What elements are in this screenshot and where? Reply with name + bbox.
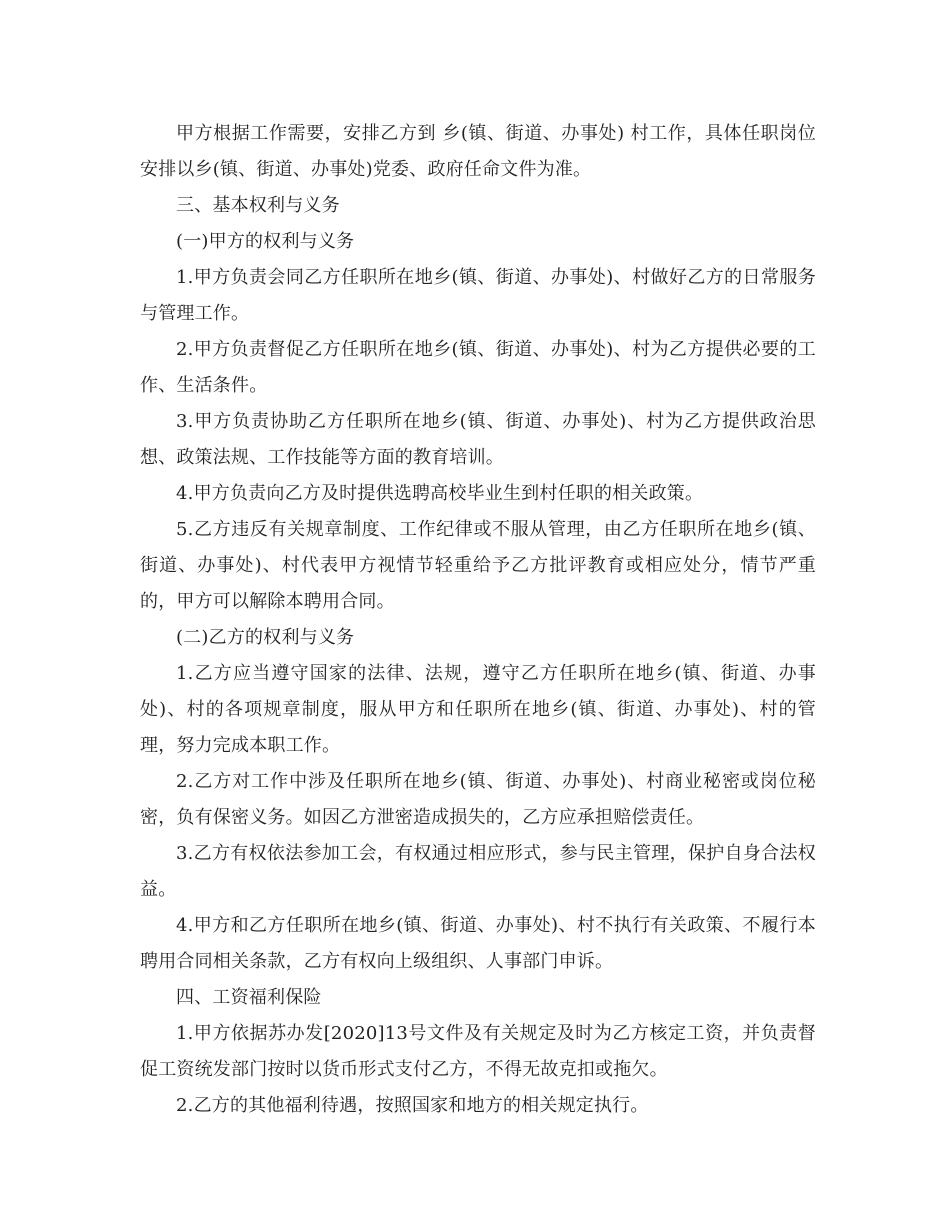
clause-salary-2: 2.乙方的其他福利待遇，按照国家和地方的相关规定执行。 (176, 1095, 649, 1116)
clause-b-3: 3.乙方有权依法参加工会，有权通过相应形式，参与民主管理，保护自身合法权益。 (140, 843, 816, 900)
clause-a-2: 2.甲方负责督促乙方任职所在地乡(镇、街道、办事处)、村为乙方提供必要的工作、生活条件。 (140, 339, 816, 396)
clause-b-1: 1.乙方应当遵守国家的法律、法规，遵守乙方任职所在地乡(镇、街道、办事处)、村的各项规章制度，服从甲方和任职所在地乡(镇、街道、办事处)、村的管理，努力完成本职工作。 (140, 663, 816, 756)
subsection-heading-party-b: (二)乙方的权利与义务 (176, 627, 355, 648)
clause-a-3: 3.甲方负责协助乙方任职所在地乡(镇、街道、办事处)、村为乙方提供政治思想、政策法规、工作技能等方面的教育培训。 (140, 411, 816, 468)
clause-salary-1: 1.甲方依据苏办发[2020]13号文件及有关规定及时为乙方核定工资，并负责督促工资统发部门按时以货币形式支付乙方，不得无故克扣或拖欠。 (140, 1023, 816, 1080)
clause-a-1: 1.甲方负责会同乙方任职所在地乡(镇、街道、办事处)、村做好乙方的日常服务与管理工作。 (140, 267, 816, 324)
clause-b-2: 2.乙方对工作中涉及任职所在地乡(镇、街道、办事处)、村商业秘密或岗位秘密，负有保密义务。如因乙方泄密造成损失的，乙方应承担赔偿责任。 (140, 771, 816, 828)
section-heading-rights-obligations: 三、基本权利与义务 (176, 195, 340, 216)
clause-a-4: 4.甲方负责向乙方及时提供选聘高校毕业生到村任职的相关政策。 (176, 483, 704, 504)
paragraph-assignment: 甲方根据工作需要，安排乙方到 乡(镇、街道、办事处) 村工作，具体任职岗位安排以乡(镇、街道、办事处)党委、政府任命文件为准。 (140, 123, 816, 180)
clause-a-5: 5.乙方违反有关规章制度、工作纪律或不服从管理，由乙方任职所在地乡(镇、街道、办事处)、村代表甲方视情节轻重给予乙方批评教育或相应处分，情节严重的，甲方可以解除本聘用合同。 (140, 519, 816, 612)
document-body (140, 116, 816, 1124)
clause-b-4: 4.甲方和乙方任职所在地乡(镇、街道、办事处)、村不执行有关政策、不履行本聘用合同相关条款，乙方有权向上级组织、人事部门申诉。 (140, 915, 816, 972)
section-heading-salary-welfare: 四、工资福利保险 (176, 987, 322, 1008)
subsection-heading-party-a: (一)甲方的权利与义务 (176, 231, 355, 252)
